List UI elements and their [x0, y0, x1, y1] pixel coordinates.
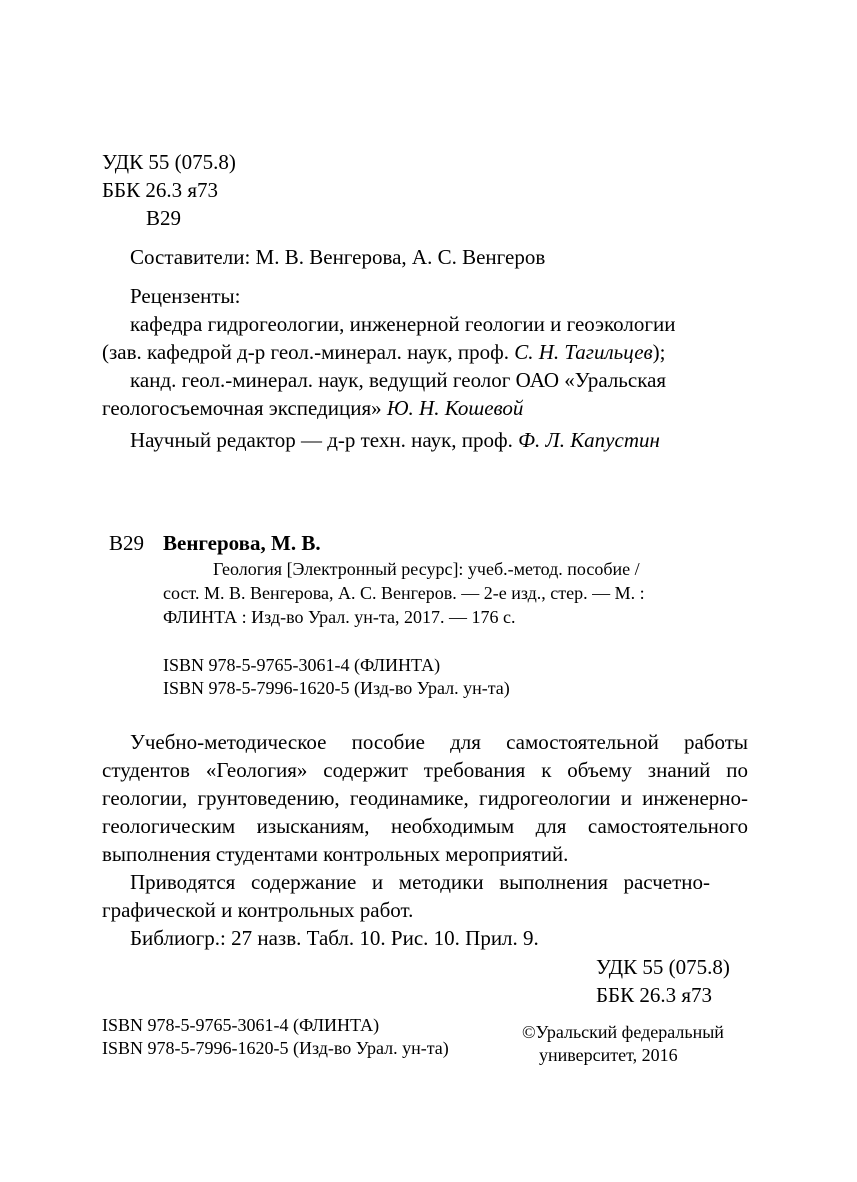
isbn-bottom-2: ISBN 978-5-7996-1620-5 (Изд-во Урал. ун-та)	[102, 1038, 449, 1058]
editor-line	[130, 427, 660, 453]
reviewer-line-4-prefix: геологосъемочная экспедиция»	[102, 396, 387, 420]
abstract-p1-line-5: выполнения студентами контрольных мероприятий.	[102, 842, 569, 866]
bibliography-line: Библиогр.: 27 назв. Табл. 10. Рис. 10. Прил. 9.	[130, 926, 539, 950]
abstract-p2-line-2: графической и контрольных работ.	[102, 898, 414, 922]
bbk-code-bottom: ББК 26.3 я73	[596, 983, 713, 1007]
reviewer-line-2-suffix: );	[652, 340, 666, 364]
abstract-p1-line-1: Учебно-методическое пособие для самостоятельной работы	[130, 730, 748, 754]
abstract-p2-line-1: Приводятся содержание и методики выполнения расчетно-	[130, 870, 710, 894]
compilers-line: Составители: М. В. Венгерова, А. С. Венгеров	[130, 245, 546, 269]
catalog-mark: В29	[109, 531, 145, 555]
reviewer-line-1: кафедра гидрогеологии, инженерной геологии и геоэкологии	[130, 312, 676, 336]
reviewer-line-2-prefix: (зав. кафедрой д-р геол.-минерал. наук, проф.	[102, 340, 515, 364]
catalog-line-1: Геология [Электронный ресурс]: учеб.-метод. пособие /	[213, 559, 640, 579]
copyright-line-2: университет, 2016	[539, 1045, 678, 1065]
catalog-isbn-2: ISBN 978-5-7996-1620-5 (Изд-во Урал. ун-та)	[163, 678, 510, 698]
catalog-line-3: ФЛИНТА : Изд-во Урал. ун-та, 2017. — 176 с.	[163, 607, 516, 627]
reviewer-name-1: С. Н. Тагильцев	[514, 340, 653, 364]
isbn-bottom-1: ISBN 978-5-9765-3061-4 (ФЛИНТА)	[102, 1015, 380, 1035]
bbk-code-top: ББК 26.3 я73	[102, 178, 219, 202]
editor-name: Ф. Л. Капустин	[518, 428, 660, 452]
reviewers-heading: Рецензенты:	[130, 284, 241, 308]
reviewer-line-4	[102, 395, 523, 421]
abstract-p1-line-3: геологии, грунтоведению, геодинамике, гидрогеологии и инженерно-	[102, 786, 748, 810]
copyright-line-1: ©Уральский федеральный	[522, 1022, 724, 1042]
abstract-p1-line-2: студентов «Геология» содержит требования к объему знаний по	[102, 758, 748, 782]
reviewer-line-2	[102, 339, 666, 365]
reviewer-name-2: Ю. Н. Кошевой	[386, 396, 524, 420]
udk-code-top: УДК 55 (075.8)	[102, 150, 236, 174]
catalog-author: Венгерова, М. В.	[163, 531, 321, 555]
reviewer-line-3: канд. геол.-минерал. наук, ведущий геолог ОАО «Уральская	[130, 368, 667, 392]
catalog-line-2: сост. М. В. Венгерова, А. С. Венгеров. — 2-е изд., стер. — М. :	[163, 583, 645, 603]
editor-prefix: Научный редактор — д-р техн. наук, проф.	[130, 428, 519, 452]
abstract-p1-line-4: геологическим изысканиям, необходимым для самостоятельного	[102, 814, 748, 838]
author-mark-top: В29	[146, 206, 182, 230]
catalog-isbn-1: ISBN 978-5-9765-3061-4 (ФЛИНТА)	[163, 655, 441, 675]
udk-code-bottom: УДК 55 (075.8)	[596, 955, 730, 979]
